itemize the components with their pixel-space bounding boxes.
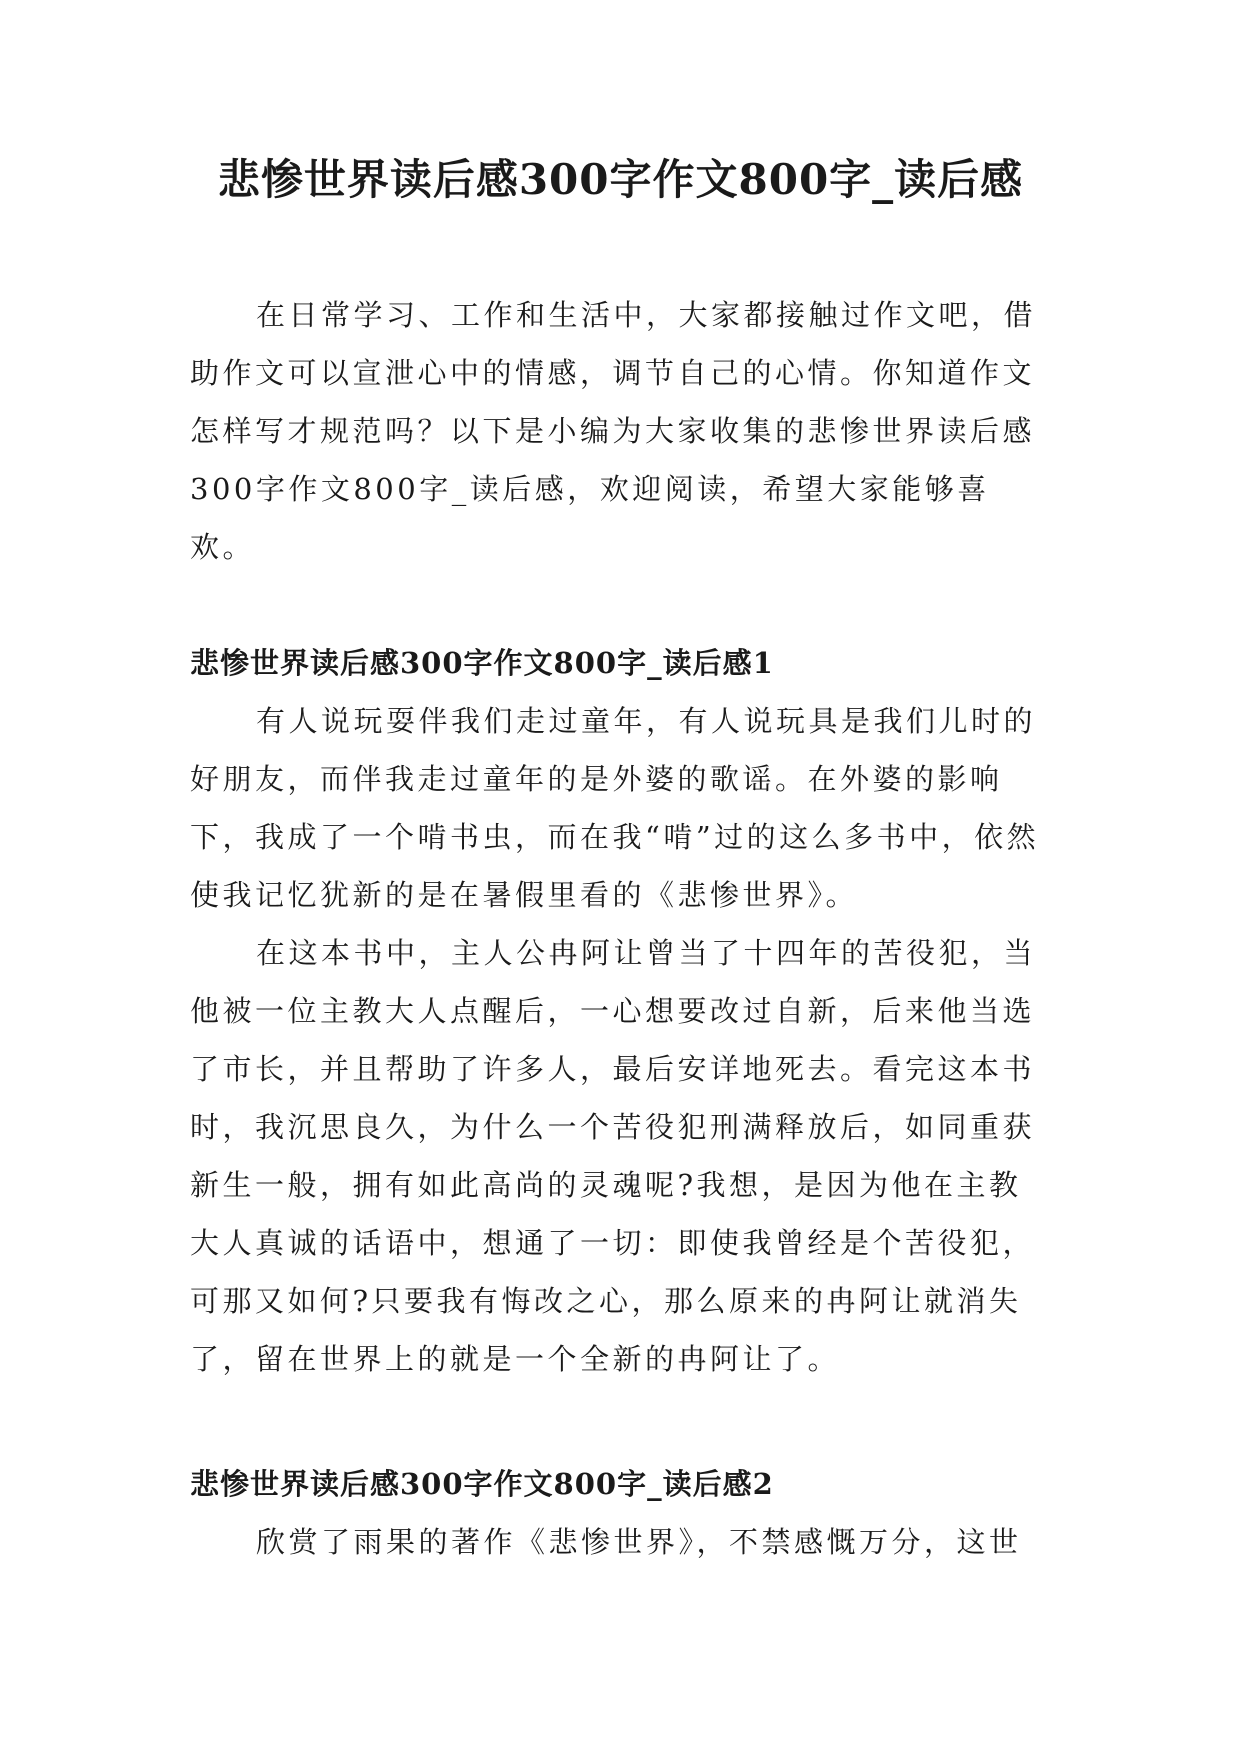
intro-paragraph: 在日常学习、工作和生活中，大家都接触过作文吧，借助作文可以宣泄心中的情感，调节自己的心情。你知道作文怎样写才规范吗？以下是小编为大家收集的悲惨世界读后感300字作文800字_读后感，欢迎阅读，希望大家能够喜欢。: [190, 298, 1037, 564]
section-1-paragraph-1: 有人说玩耍伴我们走过童年，有人说玩具是我们儿时的好朋友，而伴我走过童年的是外婆的歌谣。在外婆的影响下，我成了一个啃书虫，而在我“啃”过的这么多书中，依然使我记忆犹新的是在暑假里看的《悲惨世界》。: [190, 704, 1040, 912]
section-2-paragraph-1: 欣赏了雨果的著作《悲惨世界》，不禁感慨万分，这世: [256, 1525, 1022, 1559]
document-title: 悲惨世界读后感300字作文800字_读后感: [217, 155, 1024, 204]
section-body-1: [190, 692, 1054, 1388]
section-heading-2: 悲惨世界读后感300字作文800字_读后感2: [190, 1467, 774, 1501]
intro-block: [190, 286, 1054, 576]
section-1-paragraph-2: 在这本书中，主人公冉阿让曾当了十四年的苦役犯，当他被一位主教大人点醒后，一心想要改过自新，后来他当选了市长，并且帮助了许多人，最后安详地死去。看完这本书时，我沉思良久，为什么一个苦役犯刑满释放后，如同重获新生一般，拥有如此高尚的灵魂呢?我想，是因为他在主教大人真诚的话语中，想通了一切：即使我曾经是个苦役犯，可那又如何?只要我有悔改之心，那么原来的冉阿让就消失了，留在世界上的就是一个全新的冉阿让了。: [190, 936, 1037, 1376]
section-body-2: [190, 1513, 1054, 1571]
section-heading-1: 悲惨世界读后感300字作文800字_读后感1: [190, 646, 774, 680]
